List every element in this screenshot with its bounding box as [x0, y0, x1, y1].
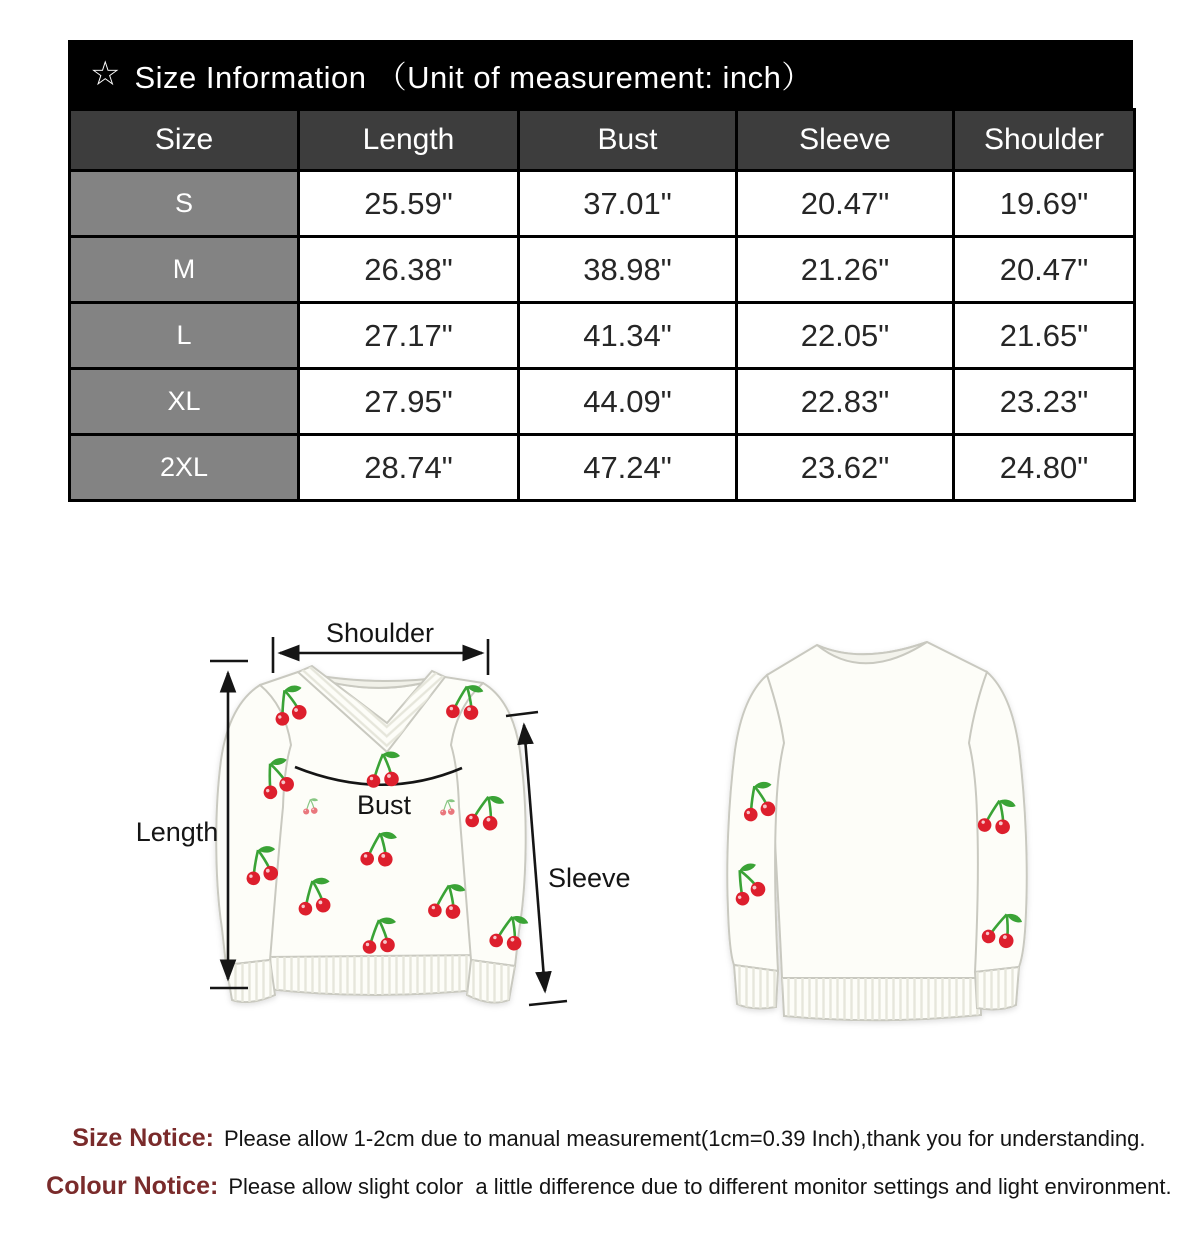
colour-notice — [0, 1154, 1200, 1219]
table-row — [70, 303, 1135, 369]
title-bar — [68, 40, 1133, 108]
sleeve-value-cell: 22.05" — [737, 303, 954, 369]
bust-value-cell: 41.34" — [519, 303, 737, 369]
sleeve-value-cell: 23.62" — [737, 435, 954, 501]
length-value-cell: 27.95" — [299, 369, 519, 435]
back-body — [767, 642, 987, 978]
size-label-cell: M — [70, 237, 299, 303]
length-value-cell: 28.74" — [299, 435, 519, 501]
shoulder-value-cell: 20.47" — [954, 237, 1135, 303]
back-right-cuff-rib — [975, 967, 1019, 1009]
shoulder-value-cell: 21.65" — [954, 303, 1135, 369]
table-row — [70, 237, 1135, 303]
bust-value-cell: 37.01" — [519, 171, 737, 237]
column-header-shoulder: Shoulder — [954, 110, 1135, 171]
page-title: Size Information （Unit of measurement: inch） — [134, 59, 813, 95]
bust-label: Bust — [356, 790, 412, 820]
table-row — [70, 171, 1135, 237]
sleeve-value-cell: 21.26" — [737, 237, 954, 303]
colour-notice-label: Colour Notice: — [46, 1172, 219, 1200]
star-icon: ☆ — [90, 55, 121, 93]
sleeve-value-cell: 20.47" — [737, 171, 954, 237]
column-header-bust: Bust — [519, 110, 737, 171]
size-notice-label: Size Notice: — [72, 1124, 214, 1152]
front-left-cuff-rib — [226, 960, 275, 1002]
size-notice-text: Please allow 1-2cm due to manual measurement(1cm=0.39 Inch),thank you for understanding. — [224, 1126, 1146, 1151]
back-hem-rib — [782, 978, 981, 1020]
column-header-length: Length — [299, 110, 519, 171]
sleeve-cap-bottom — [529, 1001, 567, 1005]
colour-notice-text: Please allow slight color a little difference due to different monitor settings and light environment. — [228, 1174, 1172, 1199]
length-value-cell: 27.17" — [299, 303, 519, 369]
shoulder-value-cell: 24.80" — [954, 435, 1135, 501]
shoulder-label: Shoulder — [325, 618, 435, 648]
sleeve-cap-top — [506, 712, 538, 716]
column-header-sleeve: Sleeve — [737, 110, 954, 171]
front-right-cuff-rib — [467, 960, 515, 1003]
table-row — [70, 369, 1135, 435]
size-table — [68, 108, 1136, 502]
table-header-row — [70, 110, 1135, 171]
shoulder-value-cell: 19.69" — [954, 171, 1135, 237]
size-label-cell: S — [70, 171, 299, 237]
front-hem-rib — [265, 955, 488, 995]
size-label-cell: XL — [70, 369, 299, 435]
column-header-size: Size — [70, 110, 299, 171]
table-row — [70, 435, 1135, 501]
sleeve-label: Sleeve — [548, 863, 631, 893]
back-left-cuff-rib — [734, 965, 778, 1008]
size-label-cell: 2XL — [70, 435, 299, 501]
bust-value-cell: 38.98" — [519, 237, 737, 303]
measurement-diagram — [120, 595, 1100, 1060]
back-left-sleeve — [727, 675, 784, 971]
sleeve-value-cell: 22.83" — [737, 369, 954, 435]
sleeve-arrow — [524, 725, 545, 991]
length-label: Length — [135, 817, 219, 847]
size-label-cell: L — [70, 303, 299, 369]
shoulder-value-cell: 23.23" — [954, 369, 1135, 435]
bust-value-cell: 44.09" — [519, 369, 737, 435]
length-value-cell: 25.59" — [299, 171, 519, 237]
bust-value-cell: 47.24" — [519, 435, 737, 501]
length-value-cell: 26.38" — [299, 237, 519, 303]
